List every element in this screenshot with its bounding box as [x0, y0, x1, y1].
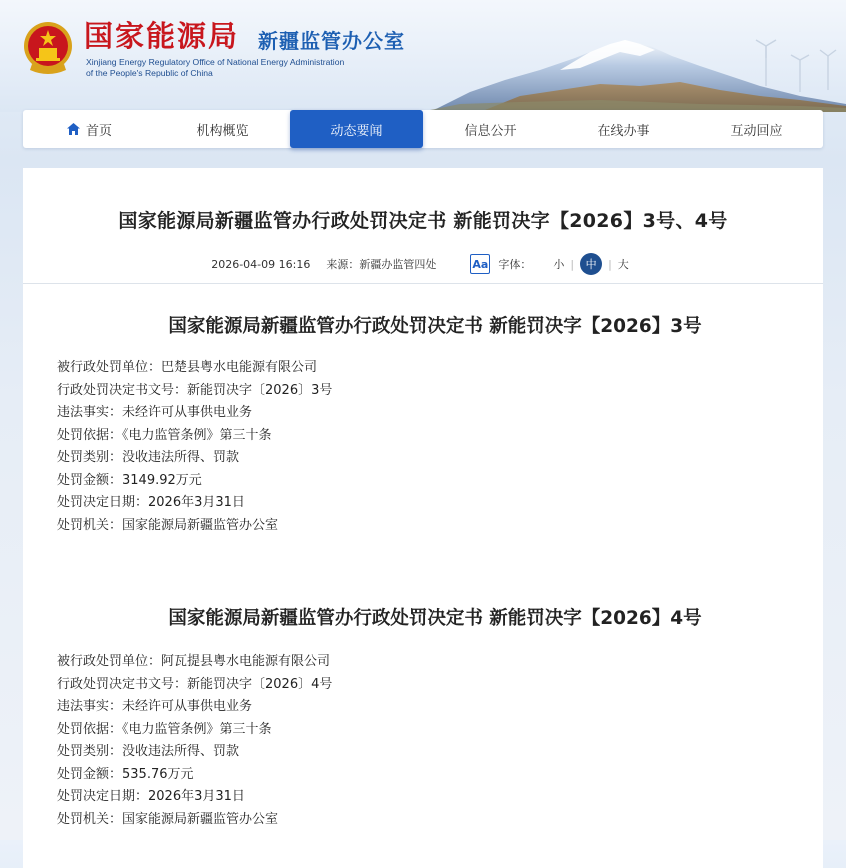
- field-authority: 处罚机关：国家能源局新疆监管办公室: [57, 811, 279, 827]
- home-icon: [67, 123, 80, 135]
- english-name-line2: of the People's Republic of China: [86, 68, 213, 78]
- site-title[interactable]: 国家能源局: [84, 19, 240, 53]
- national-emblem-icon: [22, 20, 74, 76]
- field-authority: 处罚机关：国家能源局新疆监管办公室: [57, 517, 279, 533]
- nav-item-interaction[interactable]: [690, 110, 823, 148]
- nav-item-label: 信息公开: [464, 123, 517, 139]
- field-violation-facts: 违法事实：未经许可从事供电业务: [57, 699, 253, 714]
- nav-item-online-service[interactable]: [557, 110, 690, 148]
- site-header: [0, 0, 846, 112]
- field-document-number: 行政处罚决定书文号：新能罚决字〔2026〕3号: [57, 382, 333, 398]
- nav-item-label: 首页: [85, 123, 112, 139]
- english-name-line1: Xinjiang Energy Regulatory Office of National Energy Administration: [86, 57, 345, 67]
- nav-item-home[interactable]: [23, 110, 156, 148]
- font-size-separator: |: [570, 257, 575, 271]
- field-penalty-amount: 处罚金额：3149.92万元: [57, 472, 202, 488]
- decision-title-3: 国家能源局新疆监管办行政处罚决定书 新能罚决字【2026】3号: [168, 316, 702, 337]
- article-meta: [23, 252, 823, 276]
- field-penalized-unit: 被行政处罚单位：巴楚县粤水电能源有限公司: [57, 360, 318, 375]
- nav-item-label: 动态要闻: [330, 123, 383, 139]
- nav-item-disclosure[interactable]: [424, 110, 557, 148]
- font-size-icon: Aa: [470, 254, 490, 274]
- font-size-label: 字体：: [498, 258, 532, 271]
- field-penalty-type: 处罚类别：没收违法所得、罚款: [57, 450, 240, 465]
- article-card: [23, 168, 823, 868]
- field-penalty-amount: 处罚金额：535.76万元: [57, 766, 194, 782]
- field-penalty-type: 处罚类别：没收违法所得、罚款: [57, 744, 240, 759]
- article-source: 来源：新疆办监管四处: [326, 258, 437, 271]
- nav-item-label: 在线办事: [597, 123, 650, 139]
- decision-body-3: [57, 357, 332, 537]
- nav-item-label: 机构概览: [196, 123, 249, 139]
- field-document-number: 行政处罚决定书文号：新能罚决字〔2026〕4号: [57, 676, 333, 692]
- field-penalized-unit: 被行政处罚单位：阿瓦提县粤水电能源有限公司: [57, 654, 331, 669]
- field-legal-basis: 处罚依据：《电力监管条例》第三十条: [57, 721, 272, 737]
- decision-title-4: 国家能源局新疆监管办行政处罚决定书 新能罚决字【2026】4号: [168, 608, 702, 629]
- publish-date: 2026-04-09 16:16: [211, 257, 311, 271]
- office-subtitle: 新疆监管办公室: [258, 29, 405, 53]
- nav-item-overview[interactable]: [156, 110, 289, 148]
- font-size-large-button[interactable]: 大: [617, 258, 629, 271]
- main-nav: [23, 110, 823, 148]
- mountain-scenery-image: [0, 0, 846, 112]
- header-divider: [23, 283, 823, 284]
- font-size-separator: |: [608, 257, 612, 271]
- nav-item-label: 互动回应: [730, 123, 783, 139]
- font-size-small-button[interactable]: 小: [553, 258, 565, 271]
- field-decision-date: 处罚决定日期：2026年3月31日: [57, 789, 245, 804]
- article-title: 国家能源局新疆监管办行政处罚决定书 新能罚决字【2026】3号、4号: [118, 210, 728, 232]
- decision-body-4: [57, 651, 332, 831]
- nav-item-news[interactable]: [290, 110, 423, 148]
- field-legal-basis: 处罚依据：《电力监管条例》第三十条: [57, 427, 272, 443]
- field-violation-facts: 违法事实：未经许可从事供电业务: [57, 405, 253, 420]
- font-size-medium-button[interactable]: 中: [580, 253, 602, 275]
- field-decision-date: 处罚决定日期：2026年3月31日: [57, 495, 245, 510]
